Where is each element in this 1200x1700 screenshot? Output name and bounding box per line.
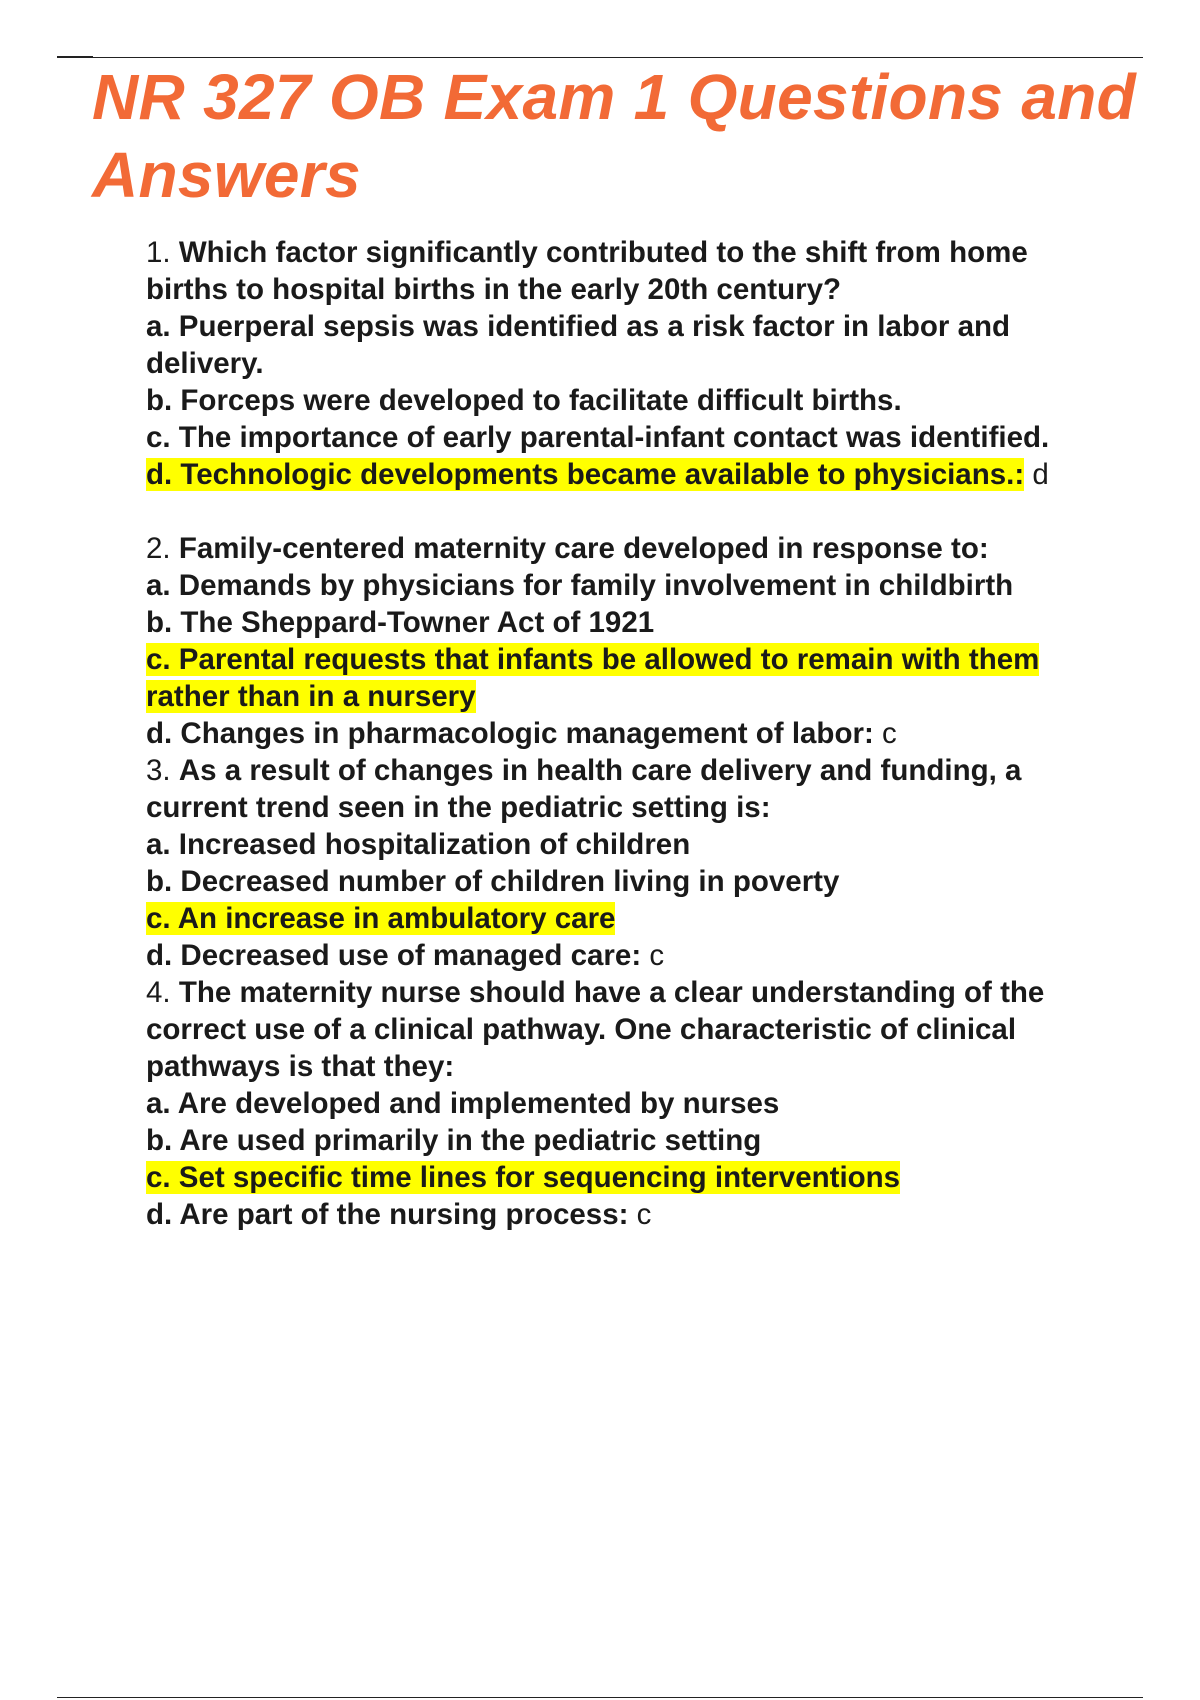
questions-list — [146, 234, 1086, 1233]
option-b: b. Are used primarily in the pediatric setting — [146, 1124, 762, 1157]
option-c: c. The importance of early parental-infant contact was identified. — [146, 421, 1050, 454]
option-a: a. Increased hospitalization of children — [146, 828, 691, 861]
option-b: b. Forceps were developed to facilitate difficult births. — [146, 384, 902, 417]
highlighted-answer: d. Technologic developments became available to physicians.: — [146, 458, 1025, 491]
answer-key: c — [881, 717, 897, 750]
option-d-correct — [146, 456, 1086, 493]
option-b: b. Decreased number of children living in poverty — [146, 865, 840, 898]
option-c-correct — [146, 641, 1086, 715]
highlighted-answer: c. Set specific time lines for sequencing interventions — [146, 1161, 901, 1194]
option-a: a. Puerperal sepsis was identified as a risk factor in labor and delivery. — [146, 310, 1011, 380]
option-d: d. Are part of the nursing process: c — [146, 1198, 652, 1231]
option-c-correct — [146, 900, 1086, 937]
option-b: b. The Sheppard-Towner Act of 1921 — [146, 606, 655, 639]
answer-key: d — [1032, 458, 1049, 491]
question-2 — [146, 530, 1086, 752]
option-d: d. Changes in pharmacologic management of labor: c — [146, 717, 897, 750]
question-4 — [146, 974, 1086, 1233]
question-stem: 1. Which factor significantly contributed to the shift from home births to hospital births in the early 20th century? — [146, 236, 1028, 306]
question-stem: 3. As a result of changes in health care delivery and funding, a current trend seen in the pediatric setting is: — [146, 754, 1022, 824]
question-stem: 2. Family-centered maternity care developed in response to: — [146, 532, 989, 565]
option-d: d. Decreased use of managed care: c — [146, 939, 665, 972]
document-title: NR 327 OB Exam 1 Questions and Answers — [92, 61, 1136, 211]
question-3 — [146, 752, 1086, 974]
option-c-correct — [146, 1159, 1086, 1196]
answer-key: c — [649, 939, 665, 972]
highlighted-answer: c. Parental requests that infants be allowed to remain with them rather than in a nursery — [146, 643, 1040, 713]
question-stem: 4. The maternity nurse should have a clear understanding of the correct use of a clinical pathway. One characteristic of clinical pathways is that they: — [146, 976, 1045, 1083]
answer-key: c — [636, 1198, 652, 1231]
bottom-rule — [57, 1697, 1143, 1698]
highlighted-answer: c. An increase in ambulatory care — [146, 902, 616, 935]
question-1 — [146, 234, 1086, 493]
option-a: a. Are developed and implemented by nurses — [146, 1087, 780, 1120]
option-a: a. Demands by physicians for family involvement in childbirth — [146, 569, 1014, 602]
